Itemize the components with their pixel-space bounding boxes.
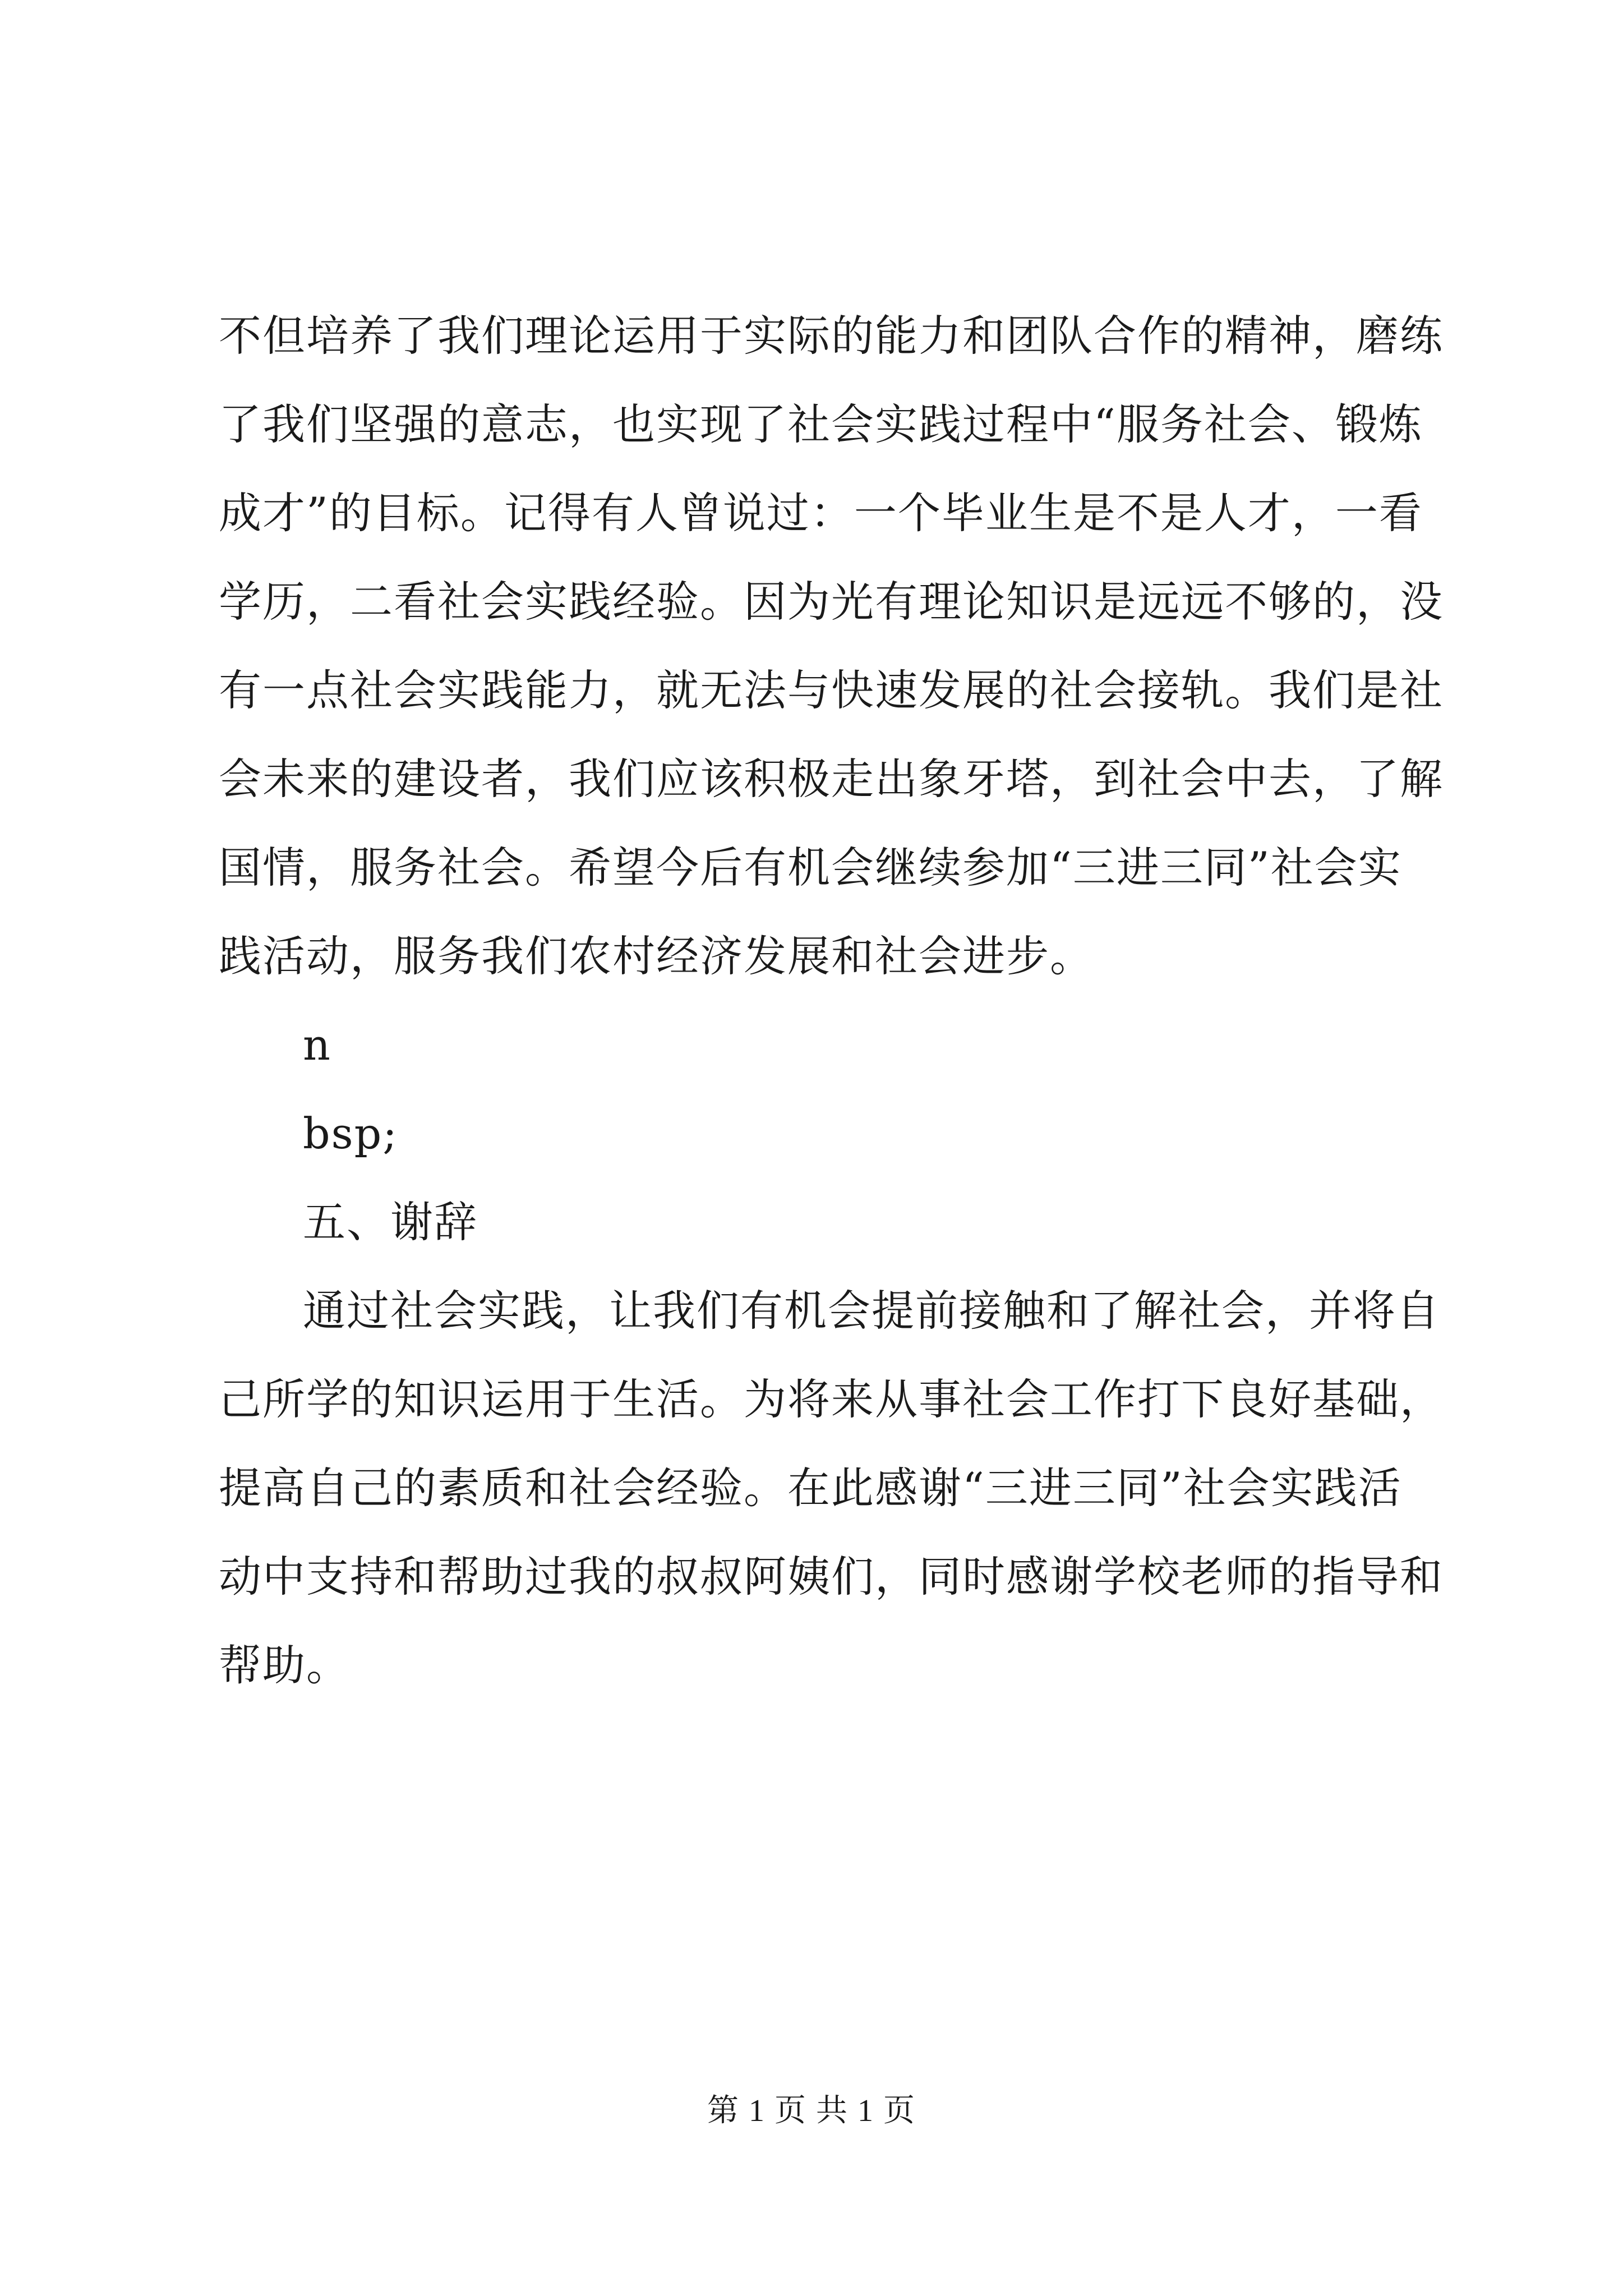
text-line: 不但培养了我们理论运用于实际的能力和团队合作的精神，磨练 — [219, 311, 1444, 361]
section-heading: 五、谢辞 — [303, 1197, 478, 1247]
stray-text: bsp; — [303, 1108, 398, 1158]
text-line: 成才”的目标。记得有人曾说过：一个毕业生是不是人才，一看 — [219, 488, 1423, 538]
paragraph-continuation — [219, 292, 1444, 1710]
text-line: 己所学的知识运用于生活。为将来从事社会工作打下良好基础， — [219, 1374, 1444, 1424]
text-line: 学历，二看社会实践经验。因为光有理论知识是远远不够的，没 — [219, 577, 1444, 627]
text-line: 通过社会实践，让我们有机会提前接触和了解社会，并将自 — [303, 1286, 1440, 1336]
text-line: 国情，服务社会。希望今后有机会继续参加“三进三同”社会实 — [219, 843, 1402, 892]
text-line: 了我们坚强的意志，也实现了社会实践过程中“服务社会、锻炼 — [219, 399, 1423, 449]
stray-text: n — [303, 1020, 331, 1070]
text-line: 践活动，服务我们农村经济发展和社会进步。 — [219, 931, 1094, 981]
text-line: 有一点社会实践能力，就无法与快速发展的社会接轨。我们是社 — [219, 665, 1444, 715]
text-line: 帮助。 — [219, 1640, 350, 1690]
text-line: 会未来的建设者，我们应该积极走出象牙塔，到社会中去，了解 — [219, 754, 1444, 804]
page-footer: 第 1 页 共 1 页 — [707, 2093, 916, 2128]
text-line: 提高自己的素质和社会经验。在此感谢“三进三同”社会实践活 — [219, 1463, 1402, 1513]
text-line: 动中支持和帮助过我的叔叔阿姨们，同时感谢学校老师的指导和 — [219, 1552, 1444, 1602]
